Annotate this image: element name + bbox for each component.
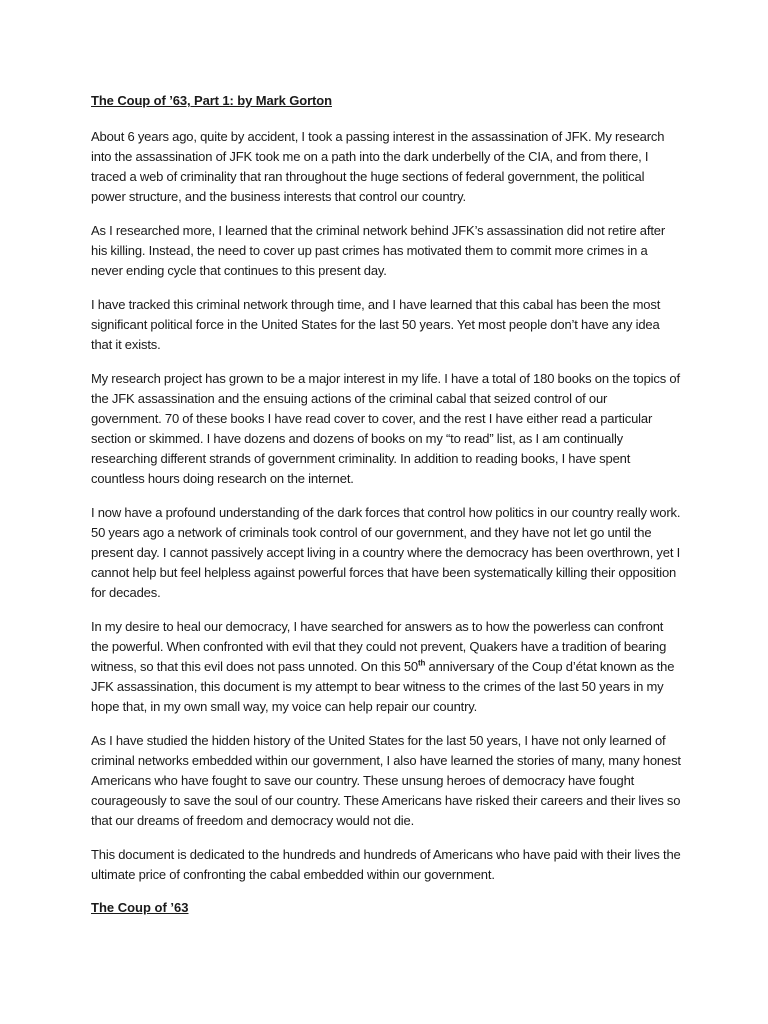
paragraph-6	[91, 617, 681, 717]
paragraph-7: As I have studied the hidden history of the United States for the last 50 years, I have not only learned of criminal networks embedded within our government, I also have learned the stories of many, many honest Americans who have fought to save our country. These unsung heroes of democracy have fought courageously to save the soul of our country. These Americans have risked their careers and their lives so that our dreams of freedom and democracy would not die.	[91, 733, 681, 828]
paragraph-2: As I researched more, I learned that the criminal network behind JFK’s assassination did not retire after his killing. Instead, the need to cover up past crimes has motivated them to commit more crimes in a never ending cycle that continues to this present day.	[91, 223, 666, 278]
document-page	[91, 92, 681, 917]
paragraph-8: This document is dedicated to the hundreds and hundreds of Americans who have paid with their lives the ultimate price of confronting the cabal embedded within our government.	[91, 847, 681, 882]
paragraph-4: My research project has grown to be a major interest in my life. I have a total of 180 books on the topics of the JFK assassination and the ensuing actions of the criminal cabal that seized control of our government. 70 of these books I have read cover to cover, and the rest I have either read a particular section or skimmed. I have dozens and dozens of books on my “to read” list, as I am continually researching different strands of government criminality. In addition to reading books, I have spent countless hours doing research on the internet.	[91, 371, 680, 486]
paragraph-1: About 6 years ago, quite by accident, I took a passing interest in the assassination of JFK. My research into the assassination of JFK took me on a path into the dark underbelly of the CIA, and from there, I traced a web of criminality that ran throughout the huge sections of federal government, the political power structure, and the business interests that control our country.	[91, 129, 665, 204]
paragraph-6-part-1: In my desire to heal our democracy, I have searched for answers as to how the powerless can confront the powerful. When confronted with evil that they could not prevent, Quakers have a tradition of bearing witness, so that this evil does not pass unnoted. On this 50	[91, 619, 667, 674]
paragraph-5: I now have a profound understanding of the dark forces that control how politics in our country really work. 50 years ago a network of criminals took control of our government, and they have not let go until the present day. I cannot passively accept living in a country where the democracy has been overthrown, yet I cannot help but feel helpless against powerful forces that have been systematically killing their opposition for decades.	[91, 505, 681, 600]
ordinal-suffix: th	[418, 658, 426, 668]
paragraph-6-part-2: anniversary of the Coup d’état known as the JFK assassination, this document is my attempt to bear witness to the crimes of the last 50 years in my hope that, in my own small way, my voice can help repair our country.	[91, 659, 675, 714]
paragraph-3: I have tracked this criminal network through time, and I have learned that this cabal has been the most significant political force in the United States for the last 50 years. Yet most people don’t have any idea that it exists.	[91, 297, 661, 352]
section-heading: The Coup of ’63	[91, 900, 189, 915]
document-title: The Coup of ’63, Part 1: by Mark Gorton	[91, 93, 332, 108]
